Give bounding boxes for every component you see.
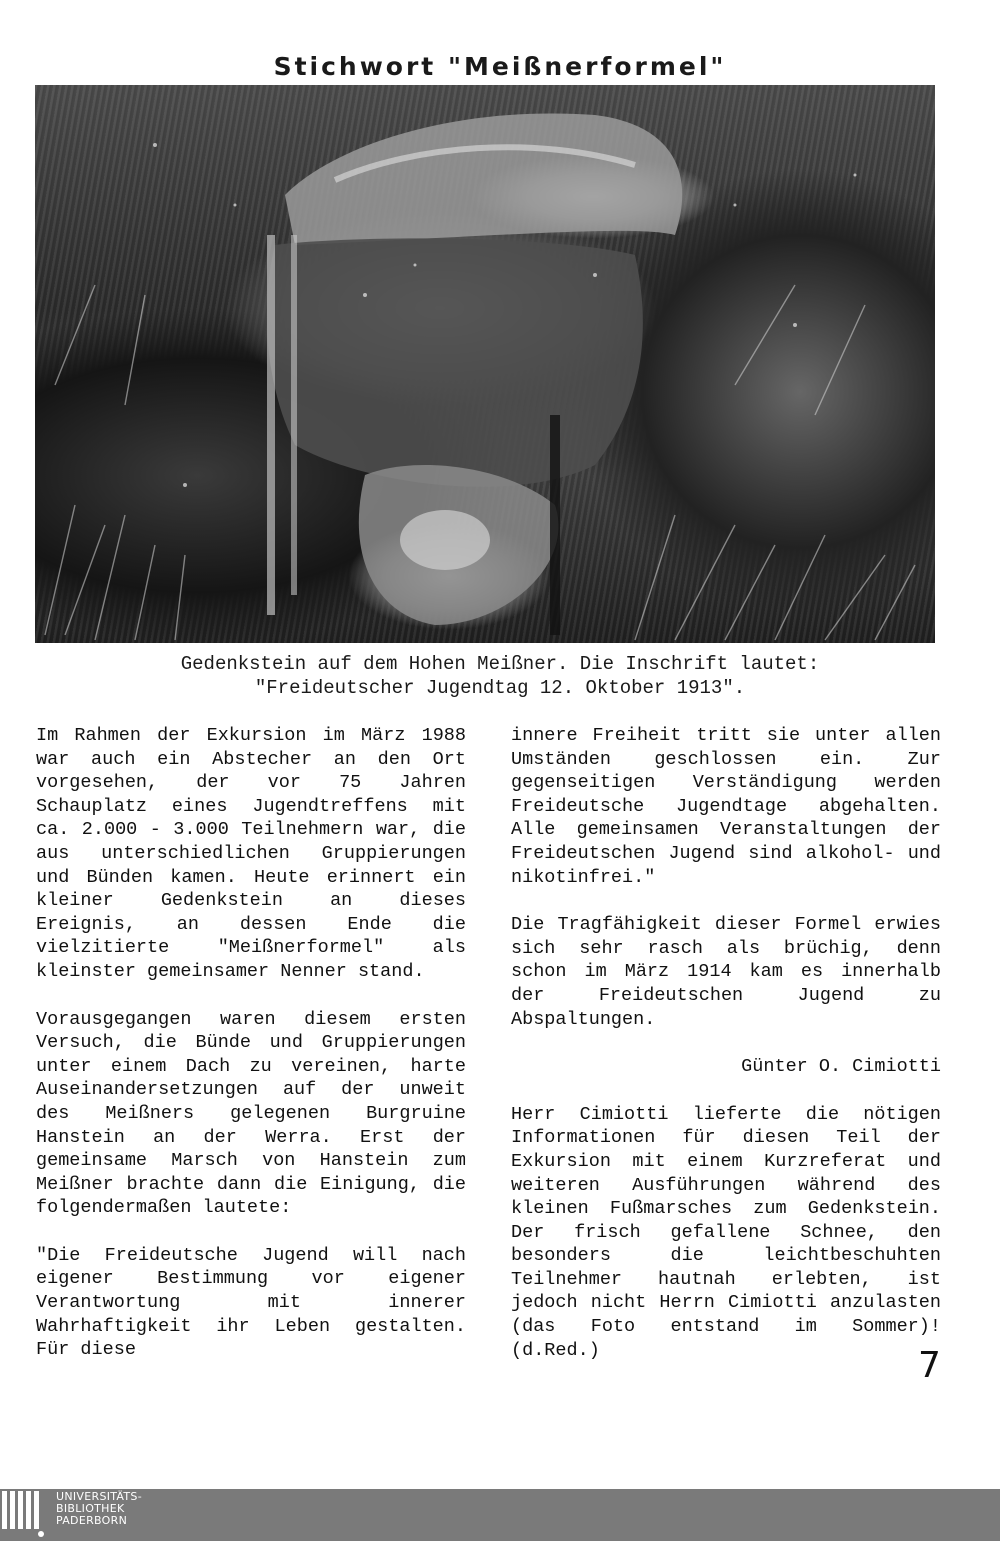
right-text-column <box>511 724 941 1386</box>
left-text-column <box>36 724 466 1386</box>
article-title: Stichwort "Meißnerformel" <box>273 52 727 81</box>
logo-line-1: UNIVERSITÄTS- <box>56 1490 142 1503</box>
page-number: 7 <box>918 1345 941 1386</box>
library-logo-text <box>56 1491 142 1527</box>
paragraph: Vorausgegangen waren diesem ersten Versuch, die Bünde und Gruppierungen unter einem Dach zu vereinen, harte Auseinandersetzungen auf der unweit des Meißners gelegenen Burgruine Hanstein an der Werra. Erst der gemeinsame Marsch von Hanstein zum Meißner brachte dann die Einigung, die folgendermaßen lautete: <box>36 1008 466 1219</box>
paragraph: innere Freiheit tritt sie unter allen Umständen geschlossen ein. Zur gegenseitigen Verständigung werden Freideutsche Jugendtage abgehalten. Alle gemeinsamen Veranstaltungen der Freideutschen Jugend sind alkohol- und nikotinfrei." <box>511 725 941 888</box>
paragraph: "Die Freideutsche Jugend will nach eigener Bestimmung vor eigener Verantwortung mit innerer Wahrhaftigkeit ihr Leben gestalten. Für diese <box>36 1244 466 1361</box>
paragraph: Herr Cimiotti lieferte die nötigen Informationen für diesen Teil der Exkursion mit einem Kurzreferat und weiteren Ausführungen während des kleinen Fußmarsches zum Gedenkstein. Der frisch gefallene Schnee, den besonders die leichtbeschuhten Teilnehmer hautnah erlebten, ist jedoch nicht Herrn Cimiotti anzulasten (das Foto entstand im Sommer)! (d.Red.) <box>511 1103 941 1361</box>
logo-line-2: BIBLIOTHEK <box>56 1502 125 1515</box>
logo-dot-icon <box>38 1531 44 1537</box>
photo-illustration <box>35 85 935 643</box>
author-signature: Günter O. Cimiotti <box>741 1056 941 1078</box>
paragraph: Die Tragfähigkeit dieser Formel erwies sich sehr rasch als brüchig, denn schon im März 1914 kam es innerhalb der Freideutschen Jugend zu Abspaltungen. <box>511 914 941 1030</box>
caption-line-2: "Freideutscher Jugendtag 12. Oktober 1913". <box>254 677 746 699</box>
photo-caption <box>0 652 1000 700</box>
library-footer-bar <box>0 1489 1000 1541</box>
memorial-stone-photo <box>35 85 935 643</box>
library-logo-icon <box>2 1491 42 1529</box>
caption-line-1: Gedenkstein auf dem Hohen Meißner. Die Inschrift lautet: <box>180 653 820 675</box>
paragraph: Im Rahmen der Exkursion im März 1988 war auch ein Abstecher an den Ort vorgesehen, der vor 75 Jahren Schauplatz eines Jugendtreffens mit ca. 2.000 - 3.000 Teilnehmern war, die aus unterschiedlichen Gruppierungen und Bünden kamen. Heute erinnert ein kleiner Gedenkstein an dieses Ereignis, an dessen Ende die vielzitierte "Meißnerformel" als kleinster gemeinsamer Nenner stand. <box>36 725 466 982</box>
logo-line-3: PADERBORN <box>56 1514 128 1527</box>
